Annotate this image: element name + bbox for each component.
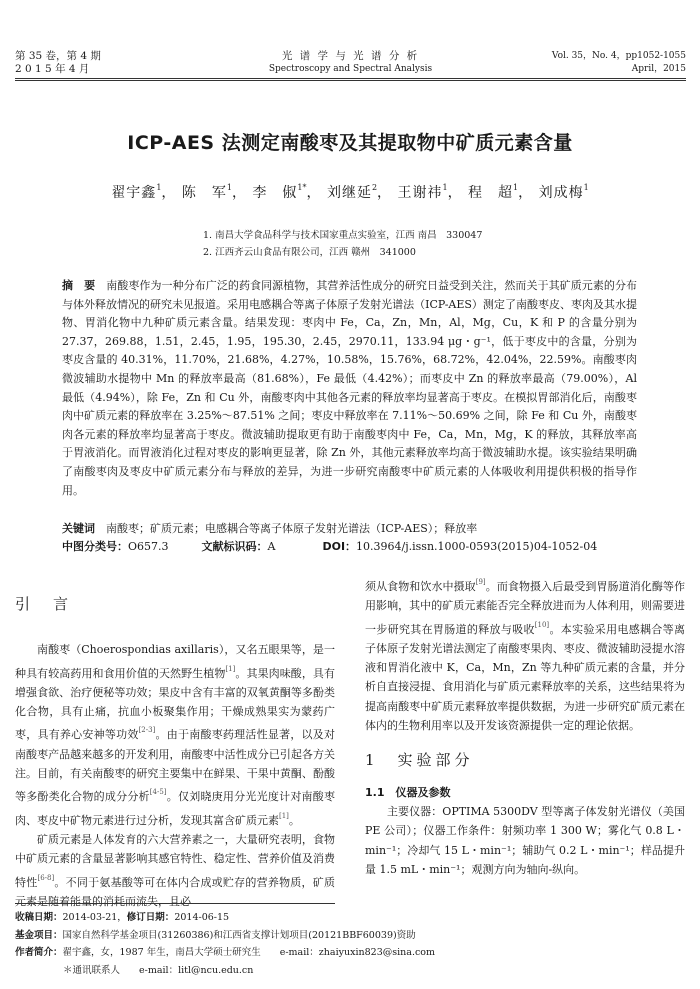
author: 陈 军$^1$ [181,183,232,201]
abstract-label: 摘 要 [62,279,96,292]
header-rule [15,78,686,79]
affiliation: 1. 南昌大学食品科学与技术国家重点实验室，江西 南昌 330047 [203,230,483,241]
journal-volume: 第 35 卷，第 4 期 2 0 1 5 年 4 月 [15,50,101,75]
author-list: 翟宇鑫$^1$， 陈 军$^1$， 李 俶$^{1*}$， 刘继延$^2$， 王谢祎$^1$， 程 超$^1$， 刘成梅$^1$ [111,183,589,201]
doc-code-value: A [267,540,276,554]
footnotes: 收稿日期：2014-03-21，修订日期：2014-06-15 基金项目：国家自然科学基金项目(31260386)和江西省支撑计划项目(20121BBF60039)资助 作者简介：翟宇鑫，女，1987 年生，南昌大学硕士研究生 e-mail：zhaiyuxin823@sina.com ＊通讯联系人 e-mail：litl@ncu.edu.cn [15,912,436,976]
intro-paragraph: 须从食物和饮水中摄取[9]。而食物摄入后最受到胃肠道消化酶等作用影响，其中的矿质元素能否完全释放进而为人体利用，则需要进一步研究其在胃肠道的释放与吸收[10]。本实验采用电感耦合等离子体原子发射光谱法测定了南酸枣果肉、枣皮、微波辅助浸提水溶液和胃消化液中 K，Ca，Mn，Zn 等九种矿质元素的含量，并分析自直接浸提、食用消化与矿质元素释放率的关系，这些结果将为提高南酸枣中矿质元素释放率提供数据，为进一步研究矿质元素在体内的生物利用率以及开发该资源提供一定的理论依据。 [365,578,686,733]
footnote-rule [15,903,335,904]
keywords-text: 南酸枣；矿质元素；电感耦合等离子体原子发射光谱法（ICP-AES）；释放率 [106,522,478,535]
author: 刘继延$^2$ [326,183,378,201]
clc-label: 中图分类号： [62,540,128,554]
affiliation: 2. 江西齐云山食品有限公司，江西 赣州 341000 [203,247,416,258]
running-header [15,50,686,76]
right-column [365,573,685,879]
keywords-block [62,520,637,557]
author: 程 超$^1$ [468,183,519,201]
header-rule-2 [15,80,686,81]
author: 王谢祎$^1$ [397,183,448,201]
left-column [15,595,335,911]
intro-paragraph: 南酸枣（Choerospondias axillaris），又名五眼果等，是一种具有较高药用和食用价值的天然野生植物[1]。其果肉味酸，具有增强食欲、治疗便秘等功效；果皮中含有丰富的双氧黄酮等多酚类化合物，具有止痛，抗血小板聚集作用；干燥成熟果实为蒙药广枣，具有养心安神等功效[2-3]。由于南酸枣药理活性显著，以及对南酸枣产品越来越多的开发利用，南酸枣中活性成分已引起各方关注。目前，有关南酸枣的研究主要集中在鲜果、干果中黄酮、酚酸等多酚类化合物的成分分析[4-5]。仅刘晓庚用分光光度计对南酸枣肉、枣皮中矿物元素进行过分析，发现其富含矿质元素[1]。 [15,643,336,827]
affiliations [203,227,482,261]
journal-name: 光 谱 学 与 光 谱 分 析 Spectroscopy and Spectral Analysis [268,50,433,74]
paper-title: ICP-AES 法测定南酸枣及其提取物中矿质元素含量 [127,132,573,154]
subsection-heading: 1.1 仪器及参数 [365,785,451,799]
journal-pages: Vol. 35，No. 4，pp1052-1055 April，2015 [551,51,686,74]
intro-heading: 引 言 [15,595,73,613]
intro-paragraph: 矿质元素是人体发育的六大营养素之一，大量研究表明，食物中矿质元素的含量显著影响其感官特性、稳定性、营养价值及消费特性[6-8]。不同于氨基酸等可在体内合成或贮存的营养物质，矿质元素是随着能量的消耗而流失，且必 [15,832,336,908]
abstract-text: 南酸枣作为一种分布广泛的药食同源植物，其营养活性成分的研究日益受到关注，然而关于其矿质元素的分布与体外释放情况的研究未见报道。采用电感耦合等离子体原子发射光谱法（ICP-AES）测定了南酸枣皮、枣肉及其水提物、胃消化物中九种矿质元素含量。结果发现：枣肉中 Fe，Ca，Zn，Mn，Al，Mg，Cu，K 和 P 的含量分别为 27.37，269.88，1.51，2.45，1.95，195.30，2.45，2970.11，133.94 μg・g⁻¹，低于枣皮中的含量，分别为枣皮含量的 40.31%，11.70%，21.68%，4.27%，10.58%，15.76%，68.72%，42.04%，22.59%。南酸枣肉微波辅助水提物中 Mn 的释放率最高（81.68%），Fe 最低（4.42%）；而枣皮中 Zn 的释放率最高（79.00%），Al 最低（4.94%），除 Fe，Zn 和 Cu 外，南酸枣肉中其他各元素的释放率均显著高于枣皮。在模拟胃部消化后，南酸枣肉中矿质元素的释放率在 3.25%～87.51% 之间；枣皮中释放率在 7.11%～50.69% 之间，除 Fe 和 Cu 外，南酸枣肉各元素的释放率均显著高于枣皮。微波辅助提取更有助于南酸枣肉中 Fe，Ca，Mn，Mg，K 的释放，其释放率高于胃液消化。而胃液消化过程对枣皮的影响更显著，除 Zn 外，其他元素释放率均高于微波辅助水提。该实验结果明确了南酸枣肉及枣皮中矿质元素分布与释放的差异，为进一步研究南酸枣中矿质元素的人体吸收利用提供积极的指导作用。 [62,279,638,497]
author: 李 俶$^{1*}$ [252,183,307,201]
author: 刘成梅$^1$ [538,183,589,201]
doi-value: 10.3964/j.issn.1000-0593(2015)04-1052-04 [356,540,598,554]
keywords-label: 关键词 [62,522,95,535]
section-paragraph: 主要仪器：OPTIMA 5300DV 型等离子体发射光谱仪（美国 PE 公司）；仪器工作条件：射频功率 1 300 W；雾化气 0.8 L・min⁻¹；冷却气 15 L・min⁻¹；辅助气 0.2 L・min⁻¹；样品提升量 1.5 mL・min⁻¹；观测方向为轴向-纵向。 [365,804,685,876]
author: 翟宇鑫$^1$ [111,183,162,201]
doi-label: DOI： [322,540,357,554]
section-heading: 1 实验部分 [365,751,474,770]
clc-value: O657.3 [128,540,169,554]
doc-code-label: 文献标识码： [201,540,268,554]
abstract [62,277,637,500]
